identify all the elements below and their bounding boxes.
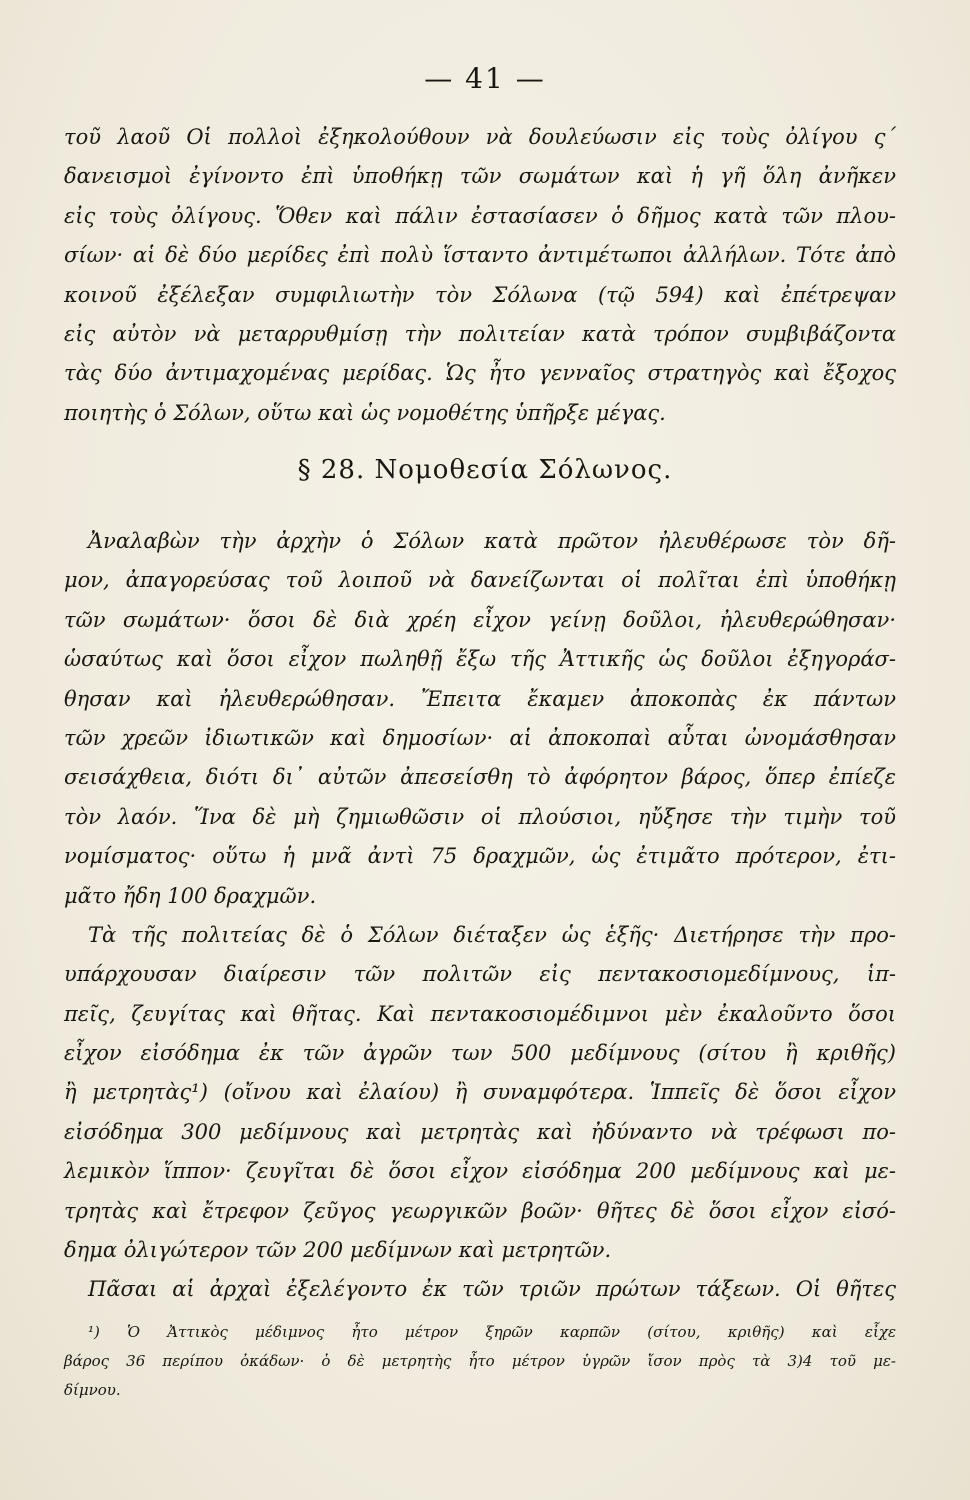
text-line: εἰς τοὺς ὀλίγους. Ὅθεν καὶ πάλιν ἐστασίασεν ὁ δῆμος κατὰ τῶν πλου-	[64, 203, 896, 228]
text-line: δανεισμοὶ ἐγίνοντο ἐπὶ ὑποθήκῃ τῶν σωμάτων καὶ ἡ γῆ ὅλη ἀνῆκεν	[64, 164, 896, 189]
text-line: τῶν σωμάτων· ὅσοι δὲ διὰ χρέη εἶχον γείνῃ δοῦλοι, ἠλευθερώθησαν·	[64, 607, 896, 632]
text-line: εἰς αὐτὸν νὰ μεταρρυθμίσῃ τὴν πολιτείαν κατὰ τρόπον συμβιβάζοντα	[64, 321, 896, 346]
text-line: εἰσόδημα 300 μεδίμνους καὶ μετρητὰς καὶ ἠδύναντο νὰ τρέφωσι πο-	[64, 1119, 896, 1144]
text-line: σεισάχθεια, διότι δι᾽ αὐτῶν ἀπεσείσθη τὸ ἀφόρητον βάρος, ὅπερ ἐπίεζε	[64, 765, 896, 790]
text-line: κοινοῦ ἐξέλεξαν συμφιλιωτὴν τὸν Σόλωνα (τῷ 594) καὶ ἐπέτρεψαν	[64, 282, 896, 307]
text-line: πεῖς, ζευγίτας καὶ θῆτας. Καὶ πεντακοσιομέδιμνοι μὲν ἐκαλοῦντο ὅσοι	[64, 1001, 896, 1026]
text-line: θησαν καὶ ἠλευθερώθησαν. Ἔπειτα ἔκαμεν ἀποκοπὰς ἐκ πάντων	[64, 686, 896, 711]
text-line: Πᾶσαι αἱ ἀρχαὶ ἐξελέγοντο ἐκ τῶν τριῶν πρώτων τάξεων. Οἱ θῆτες	[88, 1277, 896, 1302]
text-line: σίων· αἱ δὲ δύο μερίδες ἐπὶ πολὺ ἵσταντο ἀντιμέτωποι ἀλλήλων. Τότε ἀπὸ	[64, 243, 896, 268]
footnote-line: δίμνου.	[64, 1381, 121, 1399]
text-line: Ἀναλαβὼν τὴν ἀρχὴν ὁ Σόλων κατὰ πρῶτον ἠλευθέρωσε τὸν δῆ-	[88, 529, 896, 553]
text-line: ἢ μετρητὰς¹) (οἴνου καὶ ἐλαίου) ἢ συναμφότερα. Ἱππεῖς δὲ ὅσοι εἶχον	[64, 1080, 896, 1105]
text-line: ὡσαύτως καὶ ὅσοι εἶχον πωληθῇ ἔξω τῆς Ἀττικῆς ὡς δοῦλοι ἐξηγοράσ-	[64, 647, 896, 672]
footnote-line: ¹) Ὁ Ἀττικὸς μέδιμνος ἦτο μέτρον ξηρῶν καρπῶν (σίτου, κριθῆς) καὶ εἶχε	[88, 1323, 896, 1341]
text-line: υπάρχουσαν διαίρεσιν τῶν πολιτῶν εἰς πεντακοσιομεδίμνους, ἱπ-	[64, 962, 896, 987]
page-number: — 41 —	[424, 62, 546, 95]
section-heading: § 28. Νομοθεσία Σόλωνος.	[297, 455, 673, 485]
text-line: μᾶτο ἤδη 100 δραχμῶν.	[64, 883, 317, 908]
text-line: τὰς δύο ἀντιμαχομένας μερίδας. Ὡς ἦτο γενναῖος στρατηγὸς καὶ ἔξοχος	[64, 361, 896, 386]
text-line: τῶν χρεῶν ἰδιωτικῶν καὶ δημοσίων· αἱ ἀποκοπαὶ αὗται ὠνομάσθησαν	[64, 725, 896, 750]
text-line: τρητὰς καὶ ἔτρεφον ζεῦγος γεωργικῶν βοῶν· θῆτες δὲ ὅσοι εἶχον εἰσό-	[64, 1198, 896, 1223]
footnote-line: βάρος 36 περίπου ὀκάδων· ὁ δὲ μετρητὴς ἦτο μέτρον ὑγρῶν ἴσον πρὸς τὰ 3)4 τοῦ με-	[64, 1352, 896, 1370]
text-line: λεμικὸν ἵππον· ζευγῖται δὲ ὅσοι εἶχον εἰσόδημα 200 μεδίμνους καὶ με-	[64, 1159, 896, 1184]
text-line: μον, ἀπαγορεύσας τοῦ λοιποῦ νὰ δανείζωνται οἱ πολῖται ἐπὶ ὑποθήκῃ	[64, 568, 896, 593]
text-line: δημα ὀλιγώτερον τῶν 200 μεδίμνων καὶ μετρητῶν.	[64, 1238, 612, 1263]
intro-paragraph	[64, 118, 896, 433]
text-line: εἶχον εἰσόδημα ἐκ τῶν ἀγρῶν των 500 μεδίμνους (σίτου ἢ κριθῆς)	[64, 1041, 896, 1066]
text-line: τοῦ λαοῦ Οἱ πολλοὶ ἐξηκολούθουν νὰ δουλεύωσιν εἰς τοὺς ὀλίγου ς΄	[64, 125, 896, 149]
footnote	[64, 1318, 896, 1405]
text-line: Τὰ τῆς πολιτείας δὲ ὁ Σόλων διέταξεν ὡς ἑξῆς· Διετήρησε τὴν προ-	[88, 922, 896, 947]
text-line: τὸν λαόν. Ἵνα δὲ μὴ ζημιωθῶσιν οἱ πλούσιοι, ηὔξησε τὴν τιμὴν τοῦ	[64, 804, 896, 829]
text-line: νομίσματος· οὕτω ἡ μνᾶ ἀντὶ 75 δραχμῶν, ὡς ἐτιμᾶτο πρότερον, ἐτι-	[64, 844, 896, 869]
section-body	[64, 522, 896, 1310]
text-line: ποιητὴς ὁ Σόλων, οὕτω καὶ ὡς νομοθέτης ὑπῆρξε μέγας.	[64, 400, 666, 425]
